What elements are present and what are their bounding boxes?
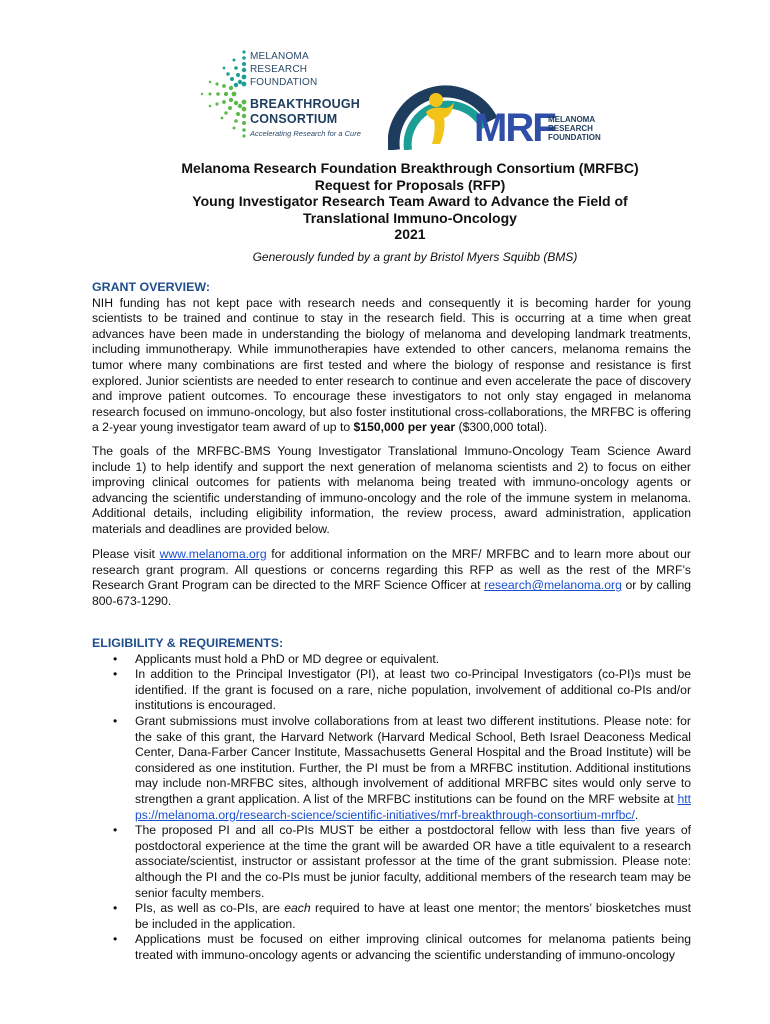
list-item: • In addition to the Principal Investigator (PI), at least two co-Principal Investigators (co-PI)s must be identified. If the grant is focused on a rare, niche population, involvement of additional co-PIs and/or institutions is encouraged. [113, 667, 691, 713]
contact-paragraph [92, 547, 691, 609]
melanoma-website-link[interactable]: www.melanoma.org [159, 547, 267, 561]
mrf-words [548, 115, 601, 142]
mrfbc-logo [196, 44, 386, 144]
mrf-word-foundation: FOUNDATION [548, 133, 601, 142]
list-item: • Applicants must hold a PhD or MD degree or equivalent. [113, 651, 440, 666]
eligibility-section [92, 636, 691, 963]
logo-line-research: RESEARCH [250, 64, 308, 75]
mrf-word-melanoma: MELANOMA [548, 115, 596, 124]
funding-subtitle: Generously funded by a grant by Bristol Myers Squibb (BMS) [252, 250, 578, 264]
overview-paragraph-1: NIH funding has not kept pace with research needs and consequently it is becoming harder for young scientists to be trained and continue to stay in the research field. This is occurring at a time when great advances have been made in understanding the biology of melanoma and developing landmark treatments, including immunotherapy. While immunotherapies have extended to other cancers, melanoma remains the tumor where many combinations are first tested and where the biology of response and resistance is first explored. Junior scientists are needed to enter research to continue and even accelerate the pace of discovery and improve patient outcomes. To encourage these investigators to not only stay engaged in melanoma research focused on immuno-oncology, but also foster institutional cross-collaborations, the MRFBC is offering a 2-year young investigator team award of up to $150,000 per year ($300,000 total). [92, 295, 691, 435]
list-item: • The proposed PI and all co-PIs MUST be either a postdoctoral fellow with less than five years of postdoctoral experience at the time the grant will be awarded OR have a title equivalent to a research associate/scientist, instructor or assistant professor at the time of the grant submission. Please note: although the PI and the co-PIs must be junior faculty, additional members of the research team may be senior faculty members. [113, 823, 691, 900]
title-line: Young Investigator Research Team Award to Advance the Field of [192, 193, 628, 209]
logo-tagline: Accelerating Research for a Cure [250, 129, 361, 138]
overview-paragraph-3: Please visit www.melanoma.org for additional information on the MRF/ MRFBC and to learn more about our research grant program. All questions or concerns regarding this RFP as well as the rest of the MRF’s Research Grant Program can be directed to the MRF Science Officer at research@melanoma.org or by calling 800-673-1290. [92, 547, 691, 608]
logo-line-foundation: FOUNDATION [250, 77, 318, 88]
award-amount: $150,000 per year [353, 420, 456, 435]
list-item: • PIs, as well as co-PIs, are each required to have at least one mentor; the mentors’ biosketches must be included in the application. [113, 901, 691, 931]
starburst-dots-icon [196, 44, 248, 144]
list-item: • Applications must be focused on either improving clinical outcomes for melanoma patients being treated with immuno-oncology agents or advancing the scientific understanding of immuno-oncology [113, 932, 691, 962]
list-item: • Grant submissions must involve collaborations from at least two different institutions. Please note: for the sake of this grant, the Harvard Network (Harvard Medical School, Beth Israel Deaconess Medical Center, Dana-Farber Cancer Institute, Massachusetts General Hospital and the Broad Institute) will be considered as one institution. Further, the PI must be from a MRFBC institution. Additional institutions may include non-MRFBC sites, although involvement of additional MRFBC sites would only serve to strengthen a grant application. A list of the MRFBC institutions can be found on the MRF website at https://melanoma.org/research-science/scientific-initiatives/mrf-breakthrough-consortium-mrfbc/. [113, 713, 691, 822]
eligibility-heading: ELIGIBILITY & REQUIREMENTS: [92, 636, 284, 650]
title-year: 2021 [394, 226, 426, 242]
mrfbc-institutions-link[interactable]: https://melanoma.org/research-science/scientific-initiatives/mrf-breakthrough-consortium-mrfbc/ [135, 791, 691, 822]
document-title [0, 160, 770, 243]
grant-overview-heading: GRANT OVERVIEW: [92, 280, 210, 294]
research-email-link[interactable]: research@melanoma.org [484, 578, 622, 593]
mrf-letters: MRF [474, 106, 555, 150]
eligibility-list [92, 652, 691, 964]
overview-paragraph-2: The goals of the MRFBC-BMS Young Investigator Translational Immuno-Oncology Team Science Award include 1) to help identify and support the next generation of melanoma scientists and 2) to focus on either improving clinical outcomes for patients with melanoma being treated with immuno-oncology agents or advancing the scientific understanding of immuno-oncology and the role of the immune system in melanoma. Additional details, including eligibility information, the review process, award administration, application materials and deadlines are provided below. [92, 444, 691, 536]
logo-line-breakthrough: BREAKTHROUGH [250, 97, 361, 111]
title-line: Translational Immuno-Oncology [303, 209, 517, 226]
title-line: Request for Proposals (RFP) [314, 176, 506, 193]
grant-overview-section [92, 280, 691, 436]
goals-paragraph [92, 444, 691, 538]
logo-line-melanoma: MELANOMA [250, 51, 309, 62]
logo-line-consortium: CONSORTIUM [250, 112, 338, 126]
title-line: Melanoma Research Foundation Breakthrough Consortium (MRFBC) [181, 160, 639, 176]
mrf-word-research: RESEARCH [548, 124, 593, 133]
mrf-logo [388, 70, 628, 150]
